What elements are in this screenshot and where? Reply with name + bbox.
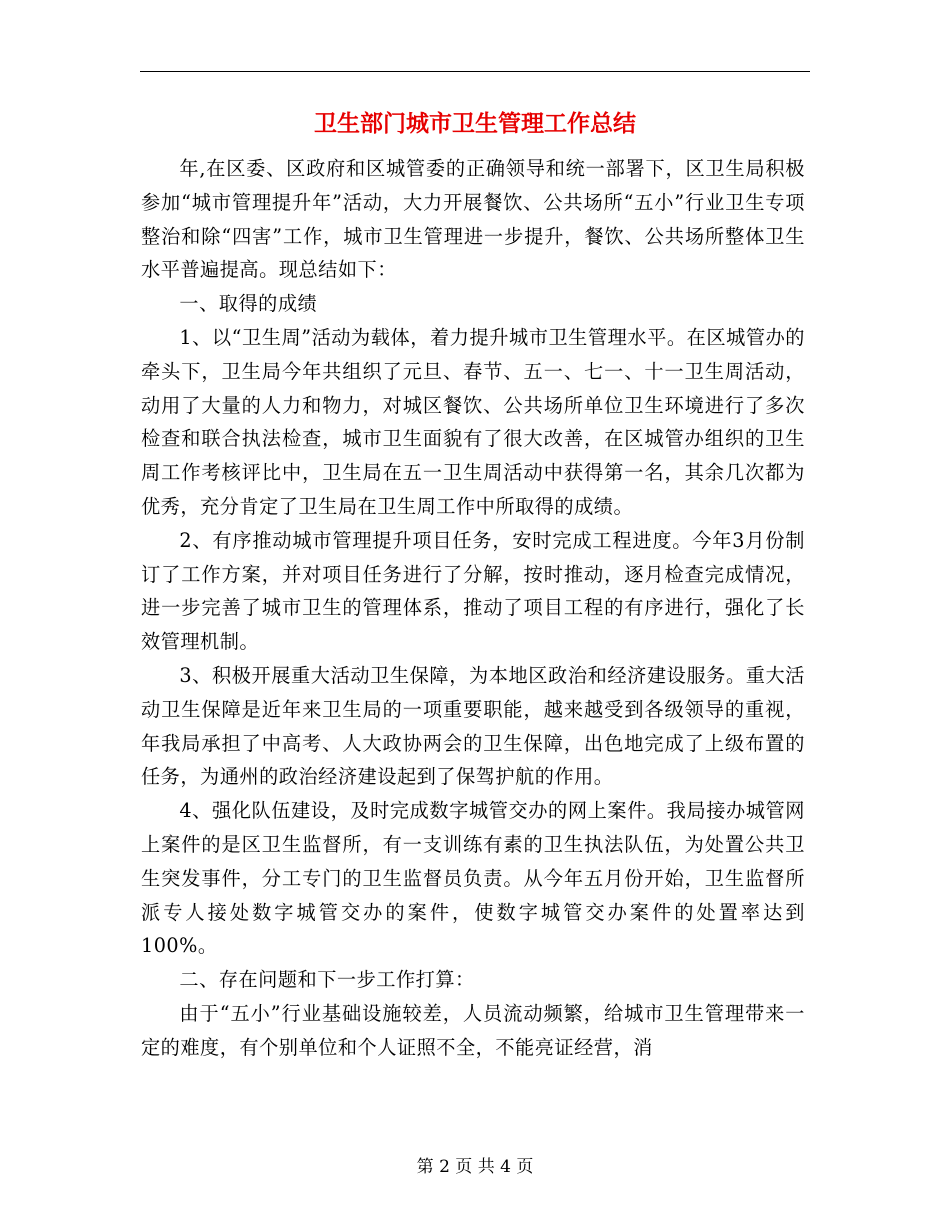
section-heading-achievements: 一、取得的成绩 bbox=[179, 292, 318, 316]
document-title: 卫生部门城市卫生管理工作总结 bbox=[314, 110, 636, 137]
document-body bbox=[141, 152, 805, 1065]
paragraph-intro: 年,在区委、区政府和区城管委的正确领导和统一部署下，区卫生局积极参加“城市管理提升年”活动，大力开展餐饮、公共场所“五小”行业卫生专项整治和除“四害”工作，城市卫生管理进一步提升，餐饮、公共场所整体卫生水平普遍提高。现总结如下： bbox=[141, 157, 805, 282]
paragraph-item-4: 4、强化队伍建设，及时完成数字城管交办的网上案件。我局接办城管网上案件的是区卫生监督所，有一支训练有素的卫生执法队伍，为处置公共卫生突发事件，分工专门的卫生监督员负责。从今年五月份开始，卫生监督所派专人接处数字城管交办的案件，使数字城管交办案件的处置率达到100%。 bbox=[141, 799, 805, 958]
section-heading-problems: 二、存在问题和下一步工作打算： bbox=[179, 968, 475, 992]
header-rule bbox=[140, 71, 810, 72]
paragraph-item-1: 1、以“卫生周”活动为载体，着力提升城市卫生管理水平。在区城管办的牵头下，卫生局今年共组织了元旦、春节、五一、七一、十一卫生周活动，动用了大量的人力和物力，对城区餐饮、公共场所单位卫生环境进行了多次检查和联合执法检查，城市卫生面貌有了很大改善，在区城管办组织的卫生周工作考核评比中，卫生局在五一卫生周活动中获得第一名，其余几次都为优秀，充分肯定了卫生局在卫生周工作中所取得的成绩。 bbox=[141, 325, 805, 518]
paragraph-item-3: 3、积极开展重大活动卫生保障，为本地区政治和经济建设服务。重大活动卫生保障是近年来卫生局的一项重要职能，越来越受到各级领导的重视，年我局承担了中高考、人大政协两会的卫生保障，出色地完成了上级布置的任务，为通州的政治经济建设起到了保驾护航的作用。 bbox=[141, 663, 805, 789]
paragraph-problems: 由于“五小”行业基础设施较差，人员流动频繁，给城市卫生管理带来一定的难度，有个别单位和个人证照不全，不能亮证经营，消 bbox=[141, 1001, 805, 1059]
paragraph-item-2: 2、有序推动城市管理提升项目任务，安时完成工程进度。今年3月份制订了工作方案，并对项目任务进行了分解，按时推动，逐月检查完成情况，进一步完善了城市卫生的管理体系，推动了项目工程的有序进行，强化了长效管理机制。 bbox=[141, 528, 805, 654]
page-indicator: 第 2 页 共 4 页 bbox=[416, 1157, 534, 1177]
